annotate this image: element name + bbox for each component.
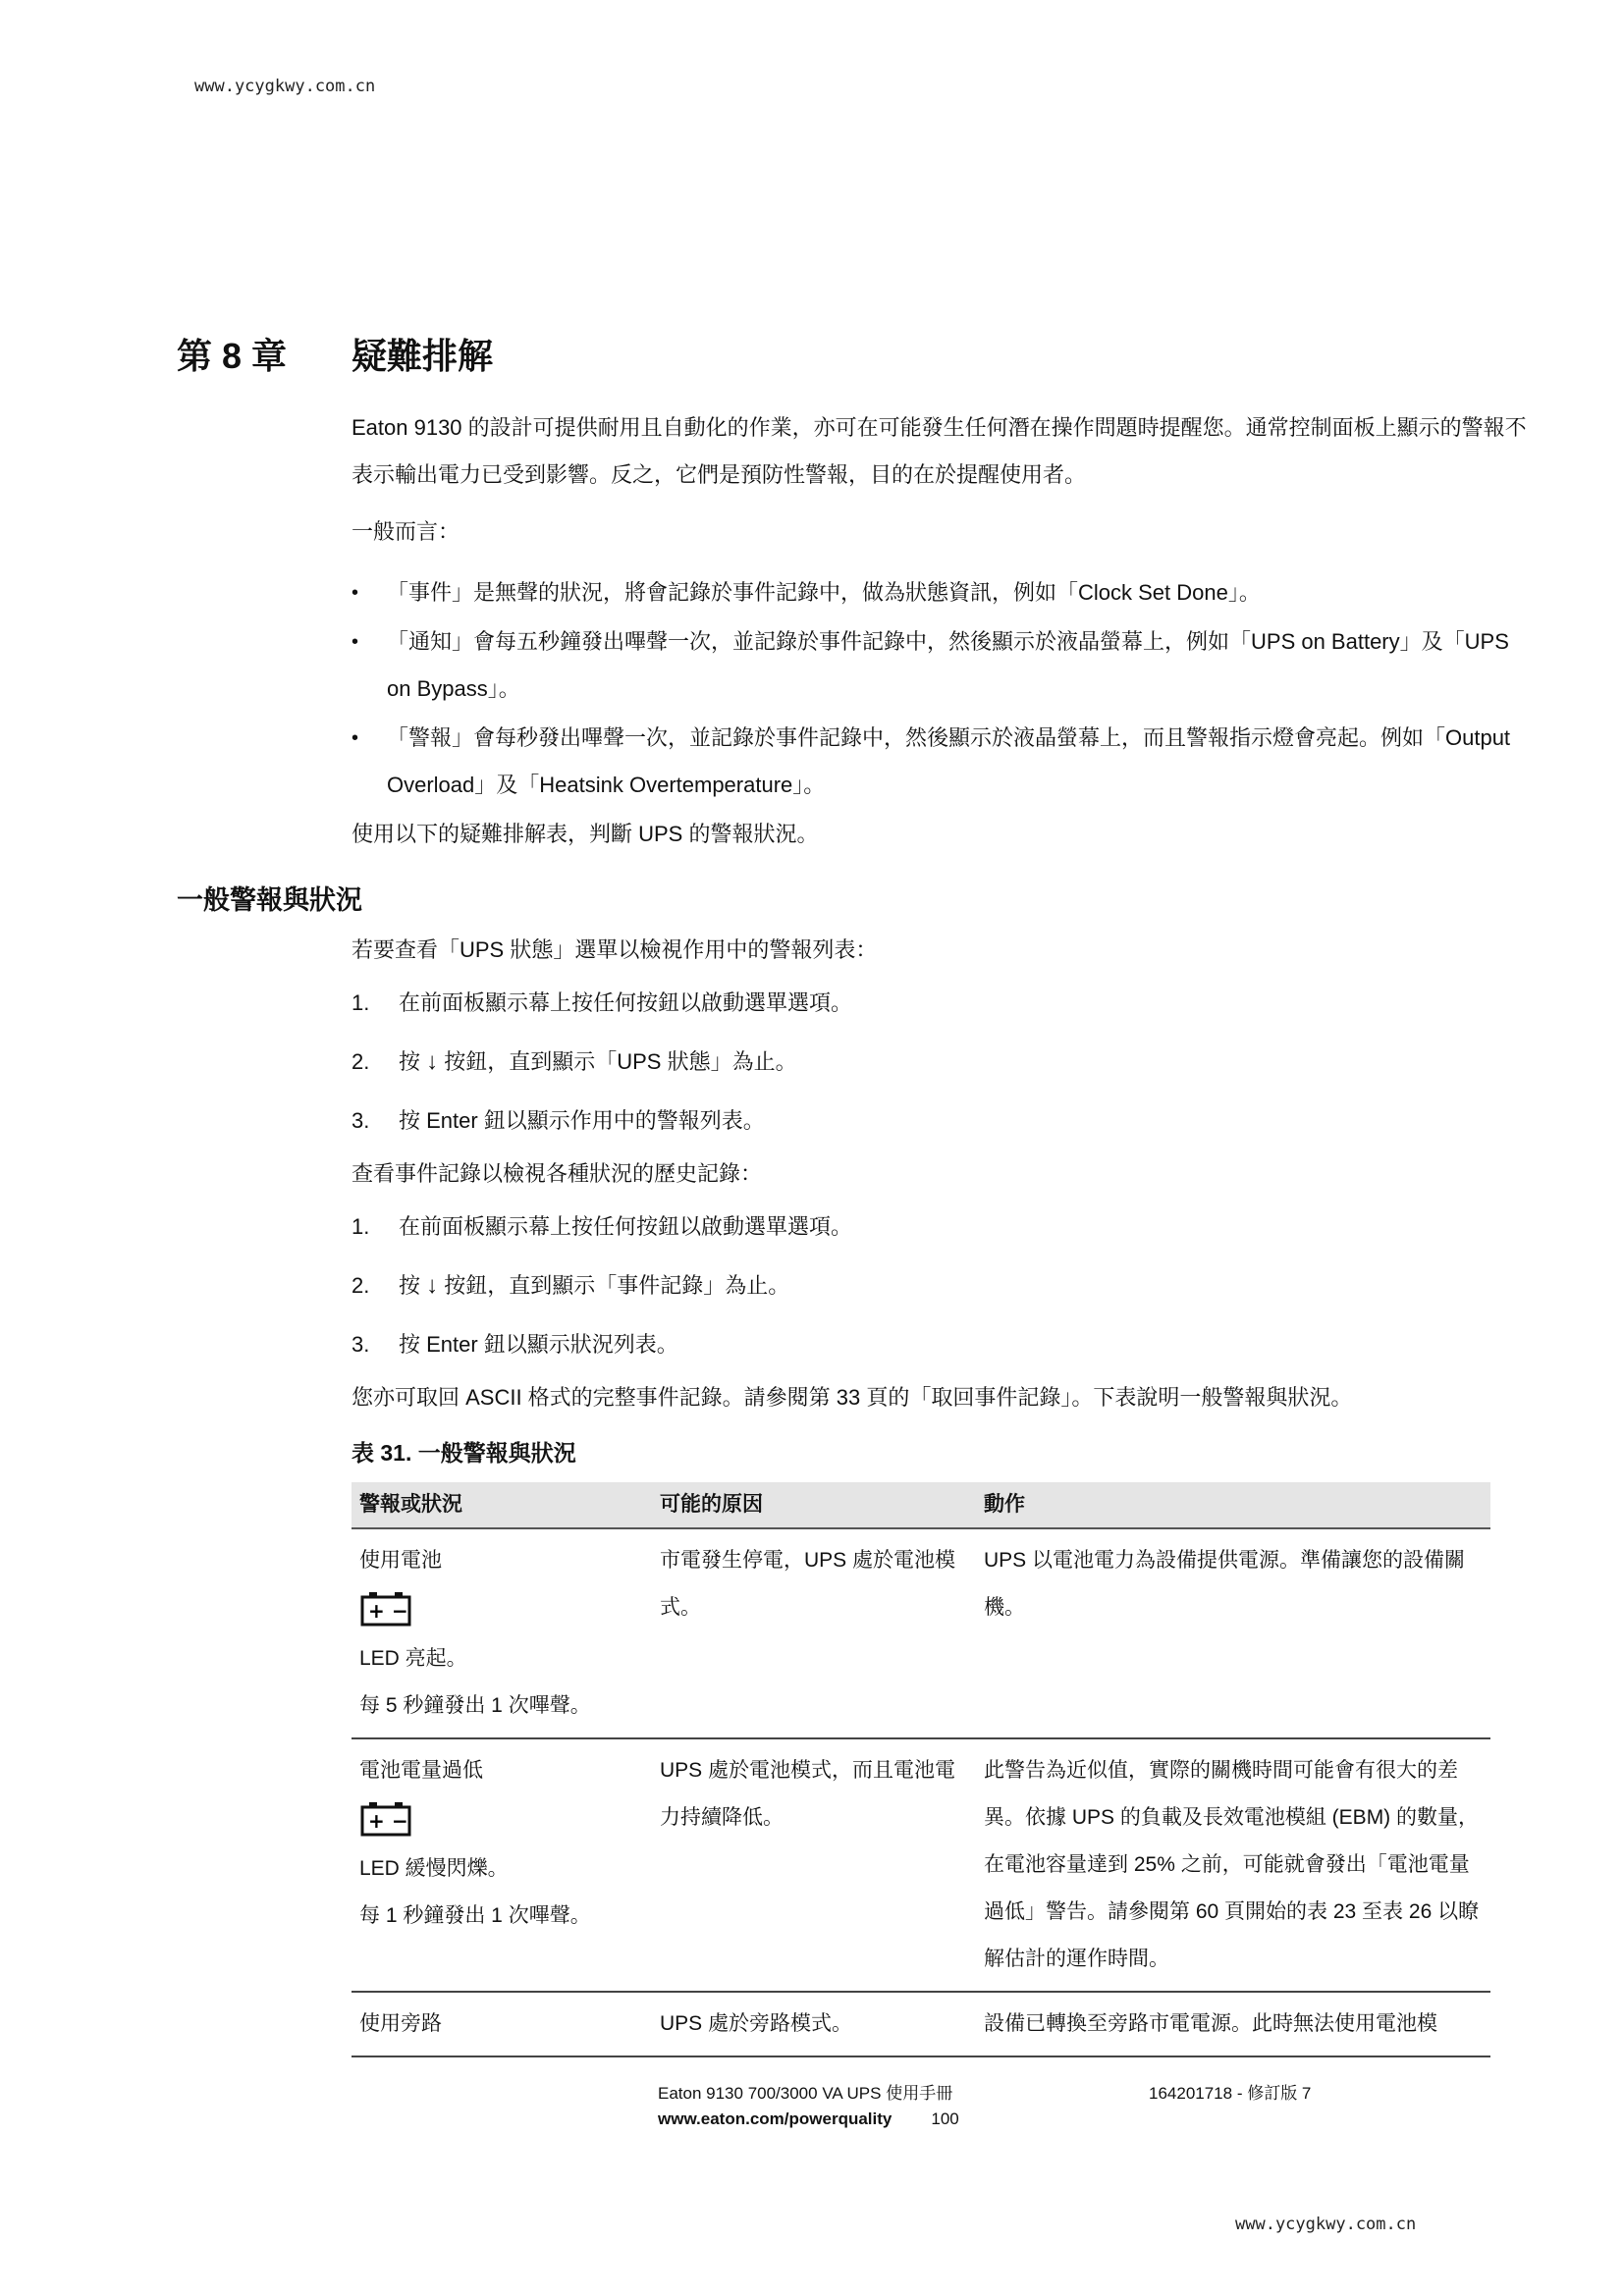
svg-text:+: + [368,1809,385,1833]
event-log-lead: 查看事件記錄以檢視各種狀況的歷史記錄： [352,1161,763,1186]
header-alarm: 警報或狀況 [352,1482,652,1528]
header-cause: 可能的原因 [652,1482,976,1528]
table-row [352,1738,1490,1992]
step-item [352,1315,1530,1374]
step-number: 1. [352,990,370,1015]
down-arrow-icon: ↓ [426,1048,439,1075]
step-text: 在前面板顯示幕上按任何按鈕以啟動選單選項。 [399,990,853,1015]
chapter-number: 第 8 章 [177,336,288,376]
table-row [352,1528,1490,1738]
step-item [352,1198,1530,1256]
led-status: LED 緩慢閃爍。 [359,1857,509,1880]
action-cell: 此警告為近似值，實際的關機時間可能會有很大的差異。依據 UPS 的負載及長效電池模組 (EBM) 的數量，在電池容量達到 25% 之前，可能就會發出「電池電量過低」警告。請參閱第 60 頁開始的表 23 至表 26 以瞭解估計的運作時間。 [976,1738,1490,1992]
step-number: 2. [352,1273,370,1298]
step-item [352,1256,1530,1315]
step-item [352,974,1530,1033]
chapter-heading [177,329,493,379]
footer-url: www.eaton.com/powerquality [658,2109,893,2128]
step-text: 按 [399,1049,427,1074]
cause-cell: UPS 處於旁路模式。 [652,1992,976,2056]
status-menu-steps [352,974,1530,1150]
svg-text:−: − [392,1809,408,1833]
footer-manual-title: Eaton 9130 700/3000 VA UPS 使用手冊 [658,2084,953,2103]
step-text: 按 [399,1273,427,1298]
led-status: LED 亮起。 [359,1647,467,1670]
table-caption: 表 31. 一般警報與狀況 [352,1440,576,1466]
closing-text: 您亦可取回 ASCII 格式的完整事件記錄。請參閱第 33 頁的「取回事件記錄」。下表說明一般警報與狀況。 [352,1385,1353,1410]
step-text-after: 按鈕，直到顯示「UPS 狀態」為止。 [438,1049,797,1074]
status-menu-lead: 若要查看「UPS 狀態」選單以檢視作用中的警報列表： [352,937,878,962]
step-item [352,1092,1530,1150]
section-title: 一般警報與狀況 [177,885,362,915]
bullet-item-alarm: • 「警報」會每秒發出嗶聲一次，並記錄於事件記錄中，然後顯示於液晶螢幕上，而且警報指示燈會亮起。例如「Output Overload」及「Heatsink Overtemperature」。 [352,715,1530,809]
step-number: 2. [352,1049,370,1074]
alarm-name: 使用電池 [359,1549,442,1572]
chapter-title: 疑難排解 [352,336,494,376]
bullet-item-event: • 「事件」是無聲的狀況，將會記錄於事件記錄中，做為狀態資訊，例如「Clock Set Done」。 [352,569,1530,616]
page-footer [658,2081,1312,2132]
watermark-bottom: www.ycygkwy.com.cn [1235,2215,1417,2234]
footer-revision: 164201718 - 修訂版 7 [1149,2084,1312,2103]
event-log-steps [352,1198,1530,1374]
step-number: 1. [352,1214,370,1239]
intro-lead: 一般而言： [352,519,460,544]
bullet-list [352,569,1530,809]
alarm-section [352,927,1530,2057]
alarm-name: 使用旁路 [359,2012,442,2035]
step-number: 3. [352,1332,370,1357]
alarm-cell [352,1738,652,1992]
beep-status: 每 5 秒鐘發出 1 次嗶聲。 [359,1694,591,1717]
bullet-item-notice: • 「通知」會每五秒鐘發出嗶聲一次，並記錄於事件記錄中，然後顯示於液晶螢幕上，例如「UPS on Battery」及「UPS on Bypass」。 [352,618,1530,713]
step-number: 3. [352,1108,370,1133]
alarm-cell [352,1528,652,1738]
step-text: 按 Enter 鈕以顯示狀況列表。 [399,1332,678,1357]
table-header-row [352,1482,1490,1528]
page-number: 100 [931,2109,959,2128]
svg-text:−: − [392,1599,408,1623]
action-cell: 設備已轉換至旁路市電電源。此時無法使用電池模 [976,1992,1490,2056]
alarm-cell [352,1992,652,2056]
battery-icon [359,1590,412,1628]
down-arrow-icon: ↓ [426,1272,439,1299]
battery-icon [359,1800,412,1838]
svg-text:+: + [368,1599,385,1623]
cause-cell: 市電發生停電，UPS 處於電池模式。 [652,1528,976,1738]
step-text: 在前面板顯示幕上按任何按鈕以啟動選單選項。 [399,1214,853,1239]
cause-cell: UPS 處於電池模式，而且電池電力持續降低。 [652,1738,976,1992]
beep-status: 每 1 秒鐘發出 1 次嗶聲。 [359,1904,591,1927]
step-text-after: 按鈕，直到顯示「事件記錄」為止。 [438,1273,790,1298]
alarm-name: 電池電量過低 [359,1759,483,1782]
after-bullets-text: 使用以下的疑難排解表，判斷 UPS 的警報狀況。 [352,822,819,846]
step-item [352,1033,1530,1092]
action-cell: UPS 以電池電力為設備提供電源。準備讓您的設備關機。 [976,1528,1490,1738]
table-row [352,1992,1490,2056]
intro-paragraph: Eaton 9130 的設計可提供耐用且自動化的作業，亦可在可能發生任何潛在操作問題時提醒您。通常控制面板上顯示的警報不表示輸出電力已受到影響。反之，它們是預防性警報，目的在於提醒使用者。 [352,415,1527,487]
step-text: 按 Enter 鈕以顯示作用中的警報列表。 [399,1108,765,1133]
watermark-top: www.ycygkwy.com.cn [194,77,376,96]
intro-section [352,404,1530,858]
alarm-table [352,1482,1490,2057]
header-action: 動作 [976,1482,1490,1528]
